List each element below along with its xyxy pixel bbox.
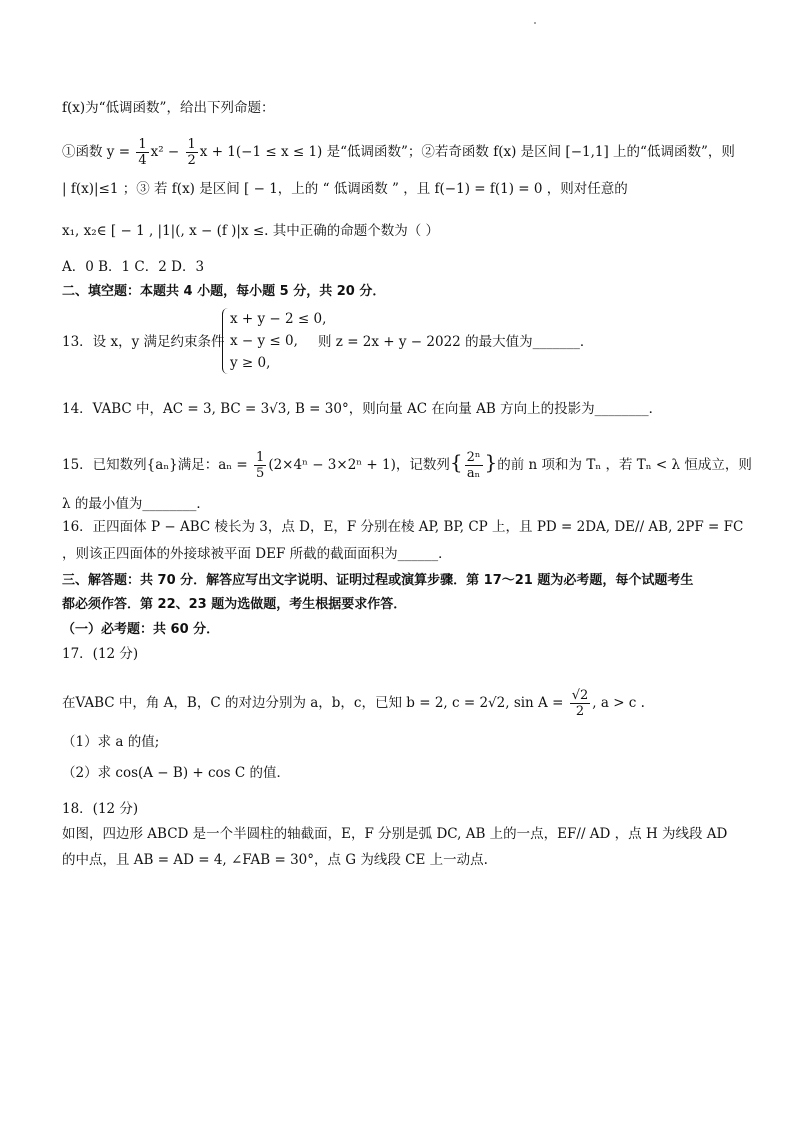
question-15-line1: 15．已知数列{aₙ}满足：aₙ = $\frac{1}{5}$ (2×4ⁿ − 3×2ⁿ + 1)，记数列{ $\frac{\text{2ⁿ}}{\text{aₙ}}$ }的前 n 项和为 Tₙ ，若 Tₙ < λ 恒成立，则 (62, 450, 752, 481)
line-4: x₁, x₂∈ [ − 1 , |1|(, x − (f )|x ≤. 其中正确的命题个数为（ ） (62, 223, 440, 239)
section-2-heading: 二、填空题：本题共 4 小题，每小题 5 分，共 20 分． (62, 284, 386, 299)
q18-title: 18．(12 分) (62, 801, 139, 817)
answer-options: A．0 B．1 C．2 D．3 (62, 259, 205, 275)
left-brace: { (449, 450, 463, 474)
fraction-fifth: $\frac{1}{5}$ (256, 450, 265, 481)
right-brace: } (484, 450, 498, 474)
q18-line-1: 如图，四边形 ABCD 是一个半圆柱的轴截面，E，F 分别是弧 DC, AB 上的一点，EF// AD ，点 H 为线段 AD (62, 826, 728, 842)
brace-icon (222, 308, 229, 374)
q13-constraint-system (230, 308, 326, 374)
q17-part-1: （1）求 a 的值; (62, 734, 160, 750)
question-16-line1: 16．正四面体 P − ABC 棱长为 3，点 D，E，F 分别在棱 AP, BP, CP 上，且 PD = 2DA, DE// AB, 2PF = FC (62, 519, 744, 535)
scan-dot (534, 22, 536, 24)
fraction-sqrt2-over-2: $\frac{√2}{2}$ (571, 688, 589, 719)
line-2: ①函数 y = $\frac{1}{4}$ x² − $\frac{1}{2}$ x + 1(−1 ≤ x ≤ 1) 是“低调函数”；②若奇函数 f(x) 是区间 [−1,1] 上的“低调函数”，则 (62, 137, 735, 168)
line-1: f(x)为“低调函数”，给出下列命题： (62, 100, 275, 116)
q13-prefix: 13．设 x，y 满足约束条件 (62, 334, 225, 350)
question-15-line2: λ 的最小值为________． (62, 496, 210, 512)
constraint-1: x + y − 2 ≤ 0, (230, 311, 327, 327)
fraction-half: $\frac{1}{2}$ (187, 137, 196, 168)
section-3-heading-1: 三、解答题：共 70 分．解答应写出文字说明、证明过程或演算步骤．第 17～21 题为必考题，每个试题考生 (62, 573, 694, 588)
fraction-quarter: $\frac{1}{4}$ (138, 137, 147, 168)
q13-suffix: 则 z = 2x + y − 2022 的最大值为_______． (318, 334, 594, 350)
constraint-2: x − y ≤ 0, (230, 333, 298, 349)
question-16-line2: ，则该正四面体的外接球被平面 DEF 所截的截面面积为______． (62, 546, 452, 562)
q17-part-2: （2）求 cos(A − B) + cos C 的值． (62, 765, 291, 781)
section-3-heading-2: 都必须作答．第 22、23 题为选做题，考生根据要求作答． (62, 597, 407, 612)
constraint-3: y ≥ 0, (230, 355, 271, 371)
fraction-2n-over-an: $\frac{\text{2ⁿ}}{\text{aₙ}}$ (466, 450, 481, 481)
line-3: | f(x)|≤1 ；③ 若 f(x) 是区间 [ − 1，上的 “ 低调函数 ” ，且 f(−1) = f(1) = 0 ，则对任意的 (62, 181, 628, 197)
q18-line-2: 的中点，且 AB = AD = 4, ∠FAB = 30°，点 G 为线段 CE 上一动点. (62, 852, 488, 868)
q17-statement: 在VABC 中，角 A，B，C 的对边分别为 a，b，c，已知 b = 2, c = 2√2, sin A = $\frac{√2}{2}$ , a > c . (62, 688, 645, 719)
section-3-heading-3: （一）必考题：共 60 分． (62, 622, 220, 637)
question-14: 14．VABC 中，AC = 3, BC = 3√3, B = 30°，则向量 AC 在向量 AB 方向上的投影为________． (62, 401, 663, 417)
q17-title: 17．(12 分) (62, 646, 139, 662)
